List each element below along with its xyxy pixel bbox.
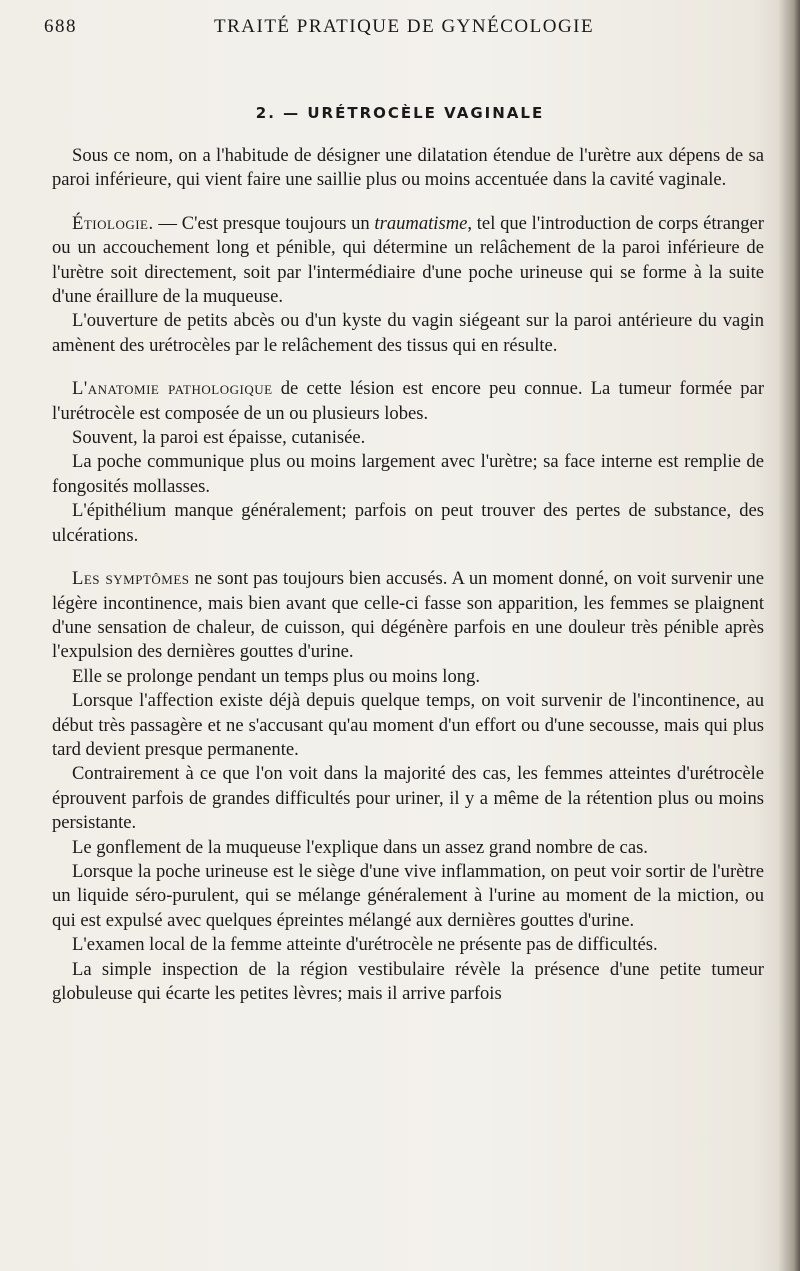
paragraph-intro: Sous ce nom, on a l'habitude de désigner une dilatation étendue de l'urètre aux dépens de sa paroi inférieure, qui vient faire une saillie plus ou moins accentuée dans la cavité vaginale. [52, 145, 764, 191]
paragraph-paroi: Souvent, la paroi est épaisse, cutanisée. [72, 427, 366, 449]
paragraph-examen: L'examen local de la femme atteinte d'urétrocèle ne présente pas de difficultés. [72, 934, 658, 956]
paragraph-abces: L'ouverture de petits abcès ou d'un kyste du vagin siégeant sur la paroi antérieure du vagin amènent des urétrocèles par le relâchement des tissus qui en résulte. [52, 310, 764, 356]
paragraph-anatomie: L'anatomie pathologique de cette lésion est encore peu connue. La tumeur formée par l'urétrocèle est composée de un ou plusieurs lobes. [52, 378, 765, 424]
page-edge-shadow [778, 0, 800, 1271]
page-number: 688 [44, 16, 77, 37]
paragraph-incontinence: Lorsque l'affection existe déjà depuis quelque temps, on voit survenir de l'incontinence, au début très passagère et ne s'accusant qu'au moment d'un effort ou d'une secousse, mais qui plus tard devient presque permanente. [52, 690, 764, 760]
heading-anatomie: L'anatomie pathologique [72, 378, 273, 400]
paragraph-epithelium: L'épithélium manque généralement; parfois on peut trouver des pertes de substance, des ulcérations. [52, 500, 764, 546]
running-title: TRAITÉ PRATIQUE DE GYNÉCOLOGIE [214, 16, 595, 37]
heading-etiologie: Étiologie. [72, 212, 154, 234]
running-header [44, 16, 764, 44]
body-text [52, 144, 764, 1006]
paragraph-poche: La poche communique plus ou moins largement avec l'urètre; sa face interne est remplie de fongosités mollasses. [52, 451, 764, 497]
paragraph-symptomes: Les symptômes ne sont pas toujours bien accusés. A un moment donné, on voit survenir une légère incontinence, mais bien avant que celle-ci fasse son apparition, les femmes se plaignent d'une sensation de chaleur, de cuisson, qui dégénère parfois en une douleur très pénible après l'expulsion des dernières gouttes d'urine. [52, 568, 764, 663]
term-traumatisme: traumatisme [374, 212, 468, 234]
paragraph-prolonge: Elle se prolonge pendant un temps plus ou moins long. [72, 665, 480, 687]
paragraph-retention: Contrairement à ce que l'on voit dans la majorité des cas, les femmes atteintes d'urétrocèle éprouvent parfois de grandes difficultés pour uriner, il y a même de la rétention plus ou moins persistante. [52, 763, 764, 834]
paragraph-inflammation: Lorsque la poche urineuse est le siège d'une vive inflammation, on peut voir sortir de l'urètre un liquide séro-purulent, qui se mélange généralement à l'urine au moment de la miction, ou qui est expulsé avec quelques épreintes mélangé aux dernières gouttes d'urine. [52, 860, 764, 931]
paragraph-gonflement: Le gonflement de la muqueuse l'explique dans un assez grand nombre de cas. [72, 836, 648, 858]
section-title: 2. — URÉTROCÈLE VAGINALE [255, 104, 545, 122]
paragraph-inspection: La simple inspection de la région vestibulaire révèle la présence d'une petite tumeur globuleuse qui écarte les petites lèvres; mais il arrive parfois [52, 958, 764, 1004]
paragraph-etiologie: Étiologie. — C'est presque toujours un traumatisme, tel que l'introduction de corps étranger ou un accouchement long et pénible, qui détermine un relâchement de la paroi inférieure de l'urètre soit directement, soit par l'intermédiaire d'une poche urineuse qui se forme à la suite d'une éraillure de la muqueuse. [52, 212, 764, 308]
heading-symptomes: Les symptômes [72, 568, 190, 590]
